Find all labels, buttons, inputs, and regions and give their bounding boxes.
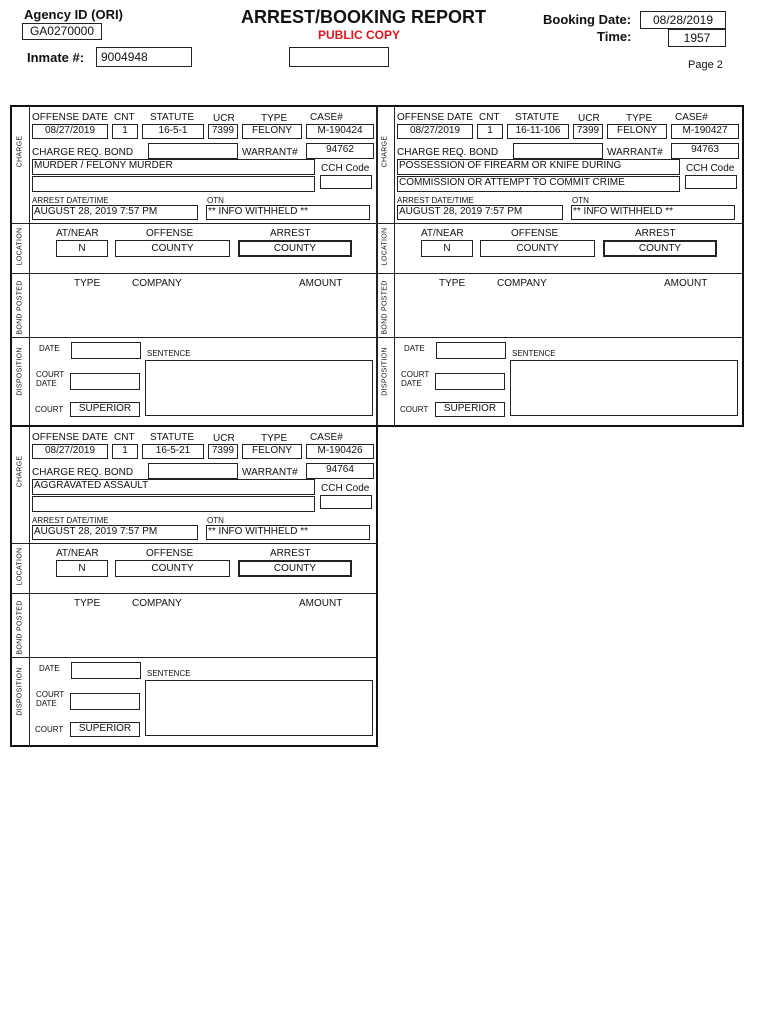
cnt-field: 1: [477, 124, 503, 139]
cnt-field: 1: [112, 124, 138, 139]
offense-date-label: OFFENSE DATE: [32, 432, 108, 443]
offense-loc-field: COUNTY: [115, 560, 230, 577]
amount-label: AMOUNT: [664, 278, 708, 289]
disposition-date-field: [436, 342, 506, 359]
arrest-datetime-field: AUGUST 28, 2019 7:57 PM: [32, 205, 198, 220]
court-date-label: COURT DATE: [401, 370, 430, 388]
otn-field: ** INFO WITHHELD **: [206, 525, 370, 540]
arrest-datetime-field: AUGUST 28, 2019 7:57 PM: [397, 205, 563, 220]
at-near-label: AT/NEAR: [56, 228, 99, 239]
sentence-field: [145, 680, 373, 736]
company-label: COMPANY: [497, 278, 547, 289]
offense-date-field: 08/27/2019: [32, 124, 108, 139]
type-label: TYPE: [261, 433, 288, 444]
side-label-charge: CHARGE: [16, 135, 24, 168]
charge-description-line2: COMMISSION OR ATTEMPT TO COMMIT CRIME: [397, 176, 680, 192]
court-date-label: COURT DATE: [36, 690, 65, 708]
time-label: Time:: [597, 29, 632, 44]
statute-label: STATUTE: [150, 112, 195, 123]
bond-type-label: TYPE: [74, 598, 101, 609]
report-title: ARREST/BOOKING REPORT: [241, 7, 487, 27]
req-bond-field: [148, 143, 238, 159]
case-label: CASE#: [310, 432, 343, 443]
cch-code-label: CCH Code: [321, 483, 370, 494]
booking-date-label: Booking Date:: [543, 12, 632, 27]
case-field: M-190424: [306, 124, 374, 139]
disposition-date-label: DATE: [404, 344, 425, 353]
arrest-loc-field: COUNTY: [238, 560, 352, 577]
offense-date-label: OFFENSE DATE: [397, 112, 473, 123]
case-field: M-190426: [306, 444, 374, 459]
cch-code-label: CCH Code: [321, 163, 370, 174]
page-number: Page 2: [688, 59, 723, 71]
side-label-disposition: DISPOSITION: [16, 667, 24, 716]
disposition-date-field: [71, 662, 141, 679]
cch-code-label: CCH Code: [686, 163, 735, 174]
type-label: TYPE: [626, 113, 653, 124]
arrest-datetime-label: ARREST DATE/TIME: [32, 196, 109, 205]
side-label-bond: BOND POSTED: [381, 280, 389, 335]
ucr-label: UCR: [213, 113, 235, 124]
charge-description-line2: [32, 496, 315, 512]
otn-label: OTN: [207, 196, 224, 205]
ucr-label: UCR: [578, 113, 600, 124]
booking-date-field: 08/28/2019: [640, 11, 726, 29]
side-label-bond: BOND POSTED: [16, 280, 24, 335]
sentence-field: [145, 360, 373, 416]
blank-header-field: [289, 47, 389, 67]
side-label-charge: CHARGE: [16, 455, 24, 488]
cnt-label: CNT: [114, 112, 135, 123]
at-near-label: AT/NEAR: [421, 228, 464, 239]
charge-label: CHARGE: [32, 147, 75, 158]
arrest-datetime-field: AUGUST 28, 2019 7:57 PM: [32, 525, 198, 540]
cnt-field: 1: [112, 444, 138, 459]
warrant-label: WARRANT#: [242, 147, 298, 158]
type-label: TYPE: [261, 113, 288, 124]
offense-date-field: 08/27/2019: [32, 444, 108, 459]
bond-type-label: TYPE: [74, 278, 101, 289]
req-bond-field: [148, 463, 238, 479]
type-field: FELONY: [607, 124, 667, 139]
case-field: M-190427: [671, 124, 739, 139]
court-label: COURT: [35, 725, 64, 734]
disposition-date-field: [71, 342, 141, 359]
charge-description-line1: POSSESSION OF FIREARM OR KNIFE DURING: [397, 159, 680, 175]
statute-label: STATUTE: [515, 112, 560, 123]
amount-label: AMOUNT: [299, 278, 343, 289]
warrant-label: WARRANT#: [607, 147, 663, 158]
court-label: COURT: [35, 405, 64, 414]
side-label-disposition: DISPOSITION: [16, 347, 24, 396]
type-field: FELONY: [242, 124, 302, 139]
disposition-date-label: DATE: [39, 664, 60, 673]
statute-field: 16-5-21: [142, 444, 204, 459]
cch-code-field: [320, 495, 372, 509]
cch-code-field: [320, 175, 372, 189]
charge-label: CHARGE: [397, 147, 440, 158]
court-field: SUPERIOR: [70, 722, 140, 737]
court-date-label: COURT DATE: [36, 370, 65, 388]
cch-code-field: [685, 175, 737, 189]
otn-field: ** INFO WITHHELD **: [571, 205, 735, 220]
cnt-label: CNT: [114, 432, 135, 443]
sentence-field: [510, 360, 738, 416]
offense-loc-label: OFFENSE: [146, 548, 194, 559]
court-date-field: [435, 373, 505, 390]
req-bond-label: REQ. BOND: [442, 147, 499, 158]
charge-description-line1: AGGRAVATED ASSAULT: [32, 479, 315, 495]
ucr-field: 7399: [208, 444, 238, 459]
case-label: CASE#: [310, 112, 343, 123]
offense-loc-field: COUNTY: [480, 240, 595, 257]
statute-label: STATUTE: [150, 432, 195, 443]
side-label-location: LOCATION: [16, 547, 24, 586]
ucr-label: UCR: [213, 433, 235, 444]
type-field: FELONY: [242, 444, 302, 459]
inmate-field: 9004948: [96, 47, 192, 67]
at-near-field: N: [421, 240, 473, 257]
charge-block-2: [377, 107, 743, 426]
side-label-location: LOCATION: [16, 227, 24, 266]
arrest-loc-label: ARREST: [270, 548, 311, 559]
sentence-label: SENTENCE: [147, 349, 191, 358]
sentence-label: SENTENCE: [512, 349, 556, 358]
otn-field: ** INFO WITHHELD **: [206, 205, 370, 220]
offense-loc-label: OFFENSE: [511, 228, 559, 239]
charge-description-line1: MURDER / FELONY MURDER: [32, 159, 315, 175]
ucr-field: 7399: [208, 124, 238, 139]
arrest-datetime-label: ARREST DATE/TIME: [397, 196, 474, 205]
cnt-label: CNT: [479, 112, 500, 123]
warrant-field: 94762: [306, 143, 374, 159]
arrest-loc-label: ARREST: [270, 228, 311, 239]
arrest-loc-field: COUNTY: [603, 240, 717, 257]
arrest-loc-field: COUNTY: [238, 240, 352, 257]
warrant-field: 94763: [671, 143, 739, 159]
amount-label: AMOUNT: [299, 598, 343, 609]
case-label: CASE#: [675, 112, 708, 123]
court-field: SUPERIOR: [70, 402, 140, 417]
at-near-field: N: [56, 560, 108, 577]
offense-date-field: 08/27/2019: [397, 124, 473, 139]
side-label-bond: BOND POSTED: [16, 600, 24, 655]
offense-loc-label: OFFENSE: [146, 228, 194, 239]
company-label: COMPANY: [132, 278, 182, 289]
req-bond-field: [513, 143, 603, 159]
charge-label: CHARGE: [32, 467, 75, 478]
disposition-date-label: DATE: [39, 344, 60, 353]
warrant-field: 94764: [306, 463, 374, 479]
inmate-label: Inmate #:: [27, 50, 85, 65]
ucr-field: 7399: [573, 124, 603, 139]
req-bond-label: REQ. BOND: [77, 467, 134, 478]
otn-label: OTN: [207, 516, 224, 525]
court-date-field: [70, 373, 140, 390]
charge-block-1: [12, 107, 378, 426]
statute-field: 16-5-1: [142, 124, 204, 139]
court-date-field: [70, 693, 140, 710]
at-near-field: N: [56, 240, 108, 257]
agency-id-field: GA0270000: [22, 23, 102, 40]
court-label: COURT: [400, 405, 429, 414]
agency-id-label: Agency ID (ORI): [24, 7, 123, 22]
time-field: 1957: [668, 29, 726, 47]
company-label: COMPANY: [132, 598, 182, 609]
offense-loc-field: COUNTY: [115, 240, 230, 257]
public-copy-label: PUBLIC COPY: [318, 28, 401, 42]
offense-date-label: OFFENSE DATE: [32, 112, 108, 123]
charge-block-3: [12, 427, 378, 746]
side-label-location: LOCATION: [381, 227, 389, 266]
otn-label: OTN: [572, 196, 589, 205]
court-field: SUPERIOR: [435, 402, 505, 417]
req-bond-label: REQ. BOND: [77, 147, 134, 158]
side-label-disposition: DISPOSITION: [381, 347, 389, 396]
bond-type-label: TYPE: [439, 278, 466, 289]
at-near-label: AT/NEAR: [56, 548, 99, 559]
sentence-label: SENTENCE: [147, 669, 191, 678]
side-label-charge: CHARGE: [381, 135, 389, 168]
arrest-loc-label: ARREST: [635, 228, 676, 239]
arrest-datetime-label: ARREST DATE/TIME: [32, 516, 109, 525]
statute-field: 16-11-106: [507, 124, 569, 139]
warrant-label: WARRANT#: [242, 467, 298, 478]
charge-description-line2: [32, 176, 315, 192]
